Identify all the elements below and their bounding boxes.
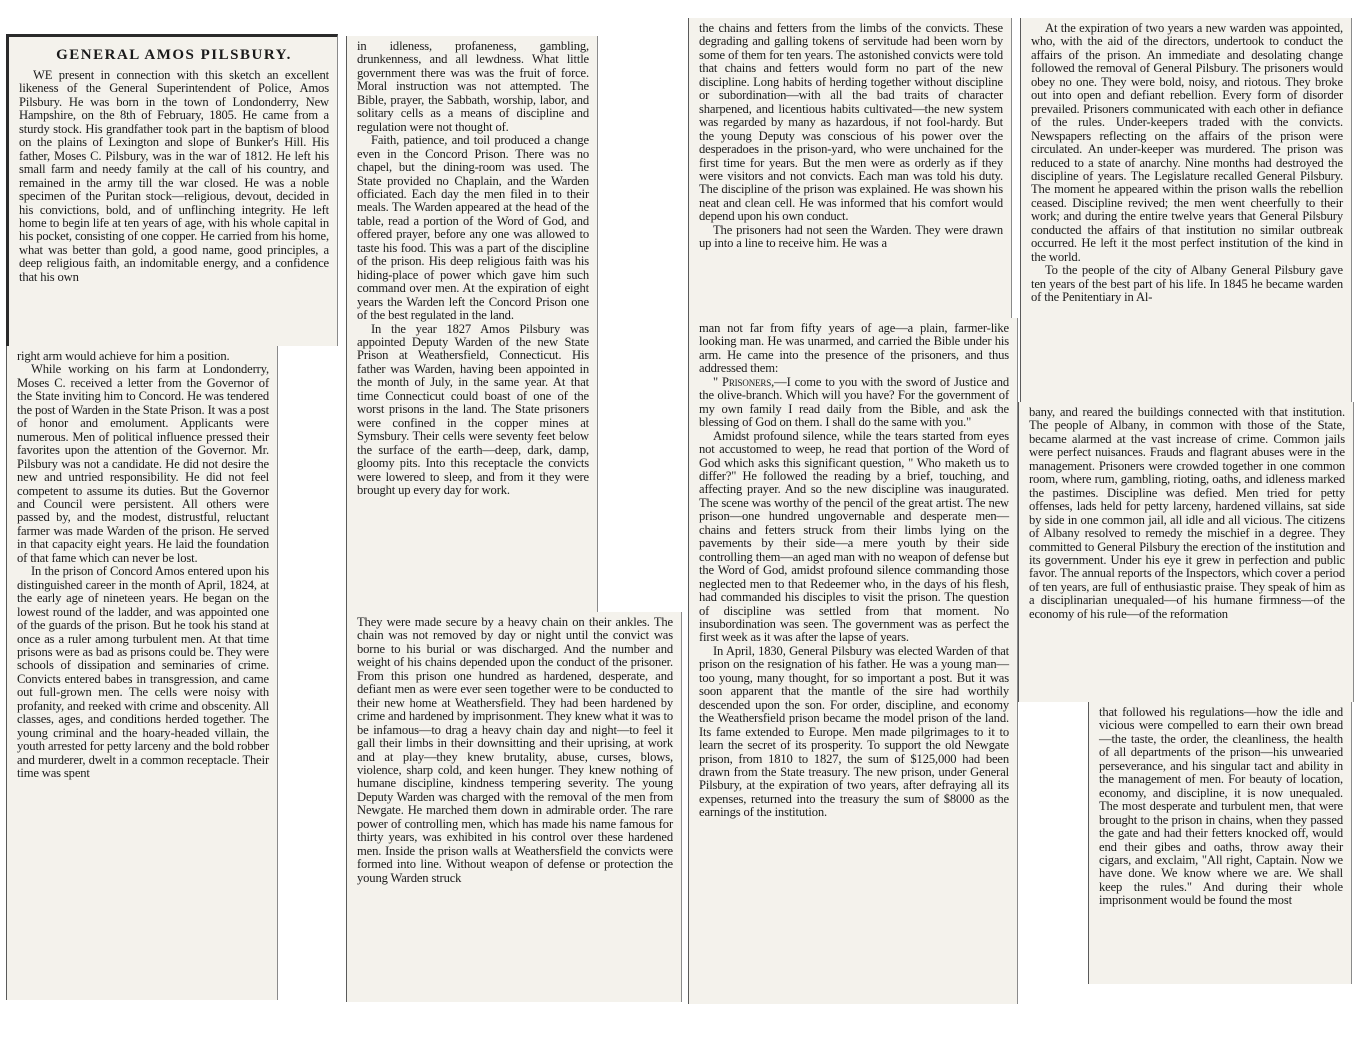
col3-paragraph-5: In April, 1830, General Pilsbury was elected Warden of that prison on the resignation of his father. He was a young man—too young, many thought, for so important a post. But it was soon apparent that the mantle of the sire had worthily descended upon the son. For order, discipline, and economy the Weathersfield prison became the model prison of the land. Its fame extended to Europe. Men made pilgrimages to it to learn the secret of its prosperity. To support the old Newgate prison, from 1810 to 1827, the sum of $125,000 had been drawn from the State treasury. The new prison, under General Pilsbury, at the expiration of two years, after defraying all its expenses, returned into the treasury the sum of $8000 as the earnings of the institution. xyxy=(699,643,1009,820)
col3-paragraph-2-tail: man not far from fifty years of age—a plain, farmer-like looking man. He was unarmed, and carried the Bible under his arm. He came into the presence of the prisoners, and thus addressed them: xyxy=(699,321,1009,376)
col2-paragraph-3-tail: They were made secure by a heavy chain on their ankles. The chain was not removed by day or night until the convict was borne to his burial or was discharged. And the number and weight of his chains depended upon the conduct of the prisoner. From this prison one hundred as hardened, desperate, and defiant men as were ever seen together were to be conducted to their new home at Weathersfield. They had been hardened by crime and hardened by imprisonment. They knew what it was to be infamous—to drag a heavy chain day and night—to feel it gall their limbs in their downsitting and their uprising, at work and at play—they knew brutality, abuse, curses, blows, violence, sharp cold, and keen hunger. They knew nothing of humane discipline, kindness tempering severity. The young Deputy Warden was charged with the removal of the men from Newgate. He marched them down in admirable order. The rare power of controlling men, which has made his name famous for thirty years, was exhibited in his control over these hardened men. Inside the prison walls at Weathersfield the convicts were formed into line. Without weapon of defense or protection the young Warden struck xyxy=(357,615,673,885)
article-title: GENERAL AMOS PILSBURY. xyxy=(56,47,292,63)
col3-paragraph-1: the chains and fetters from the limbs of the convicts. These degrading and galling tokens of servitude had been worn by some of them for ten years. The astonished convicts were told that chains and fetters would form no part of the new discipline. Long habits of herding together without discipline or subordination—with all the bad traits of character sharpened, and licentious habits cultivated—the new system was regarded by many as hazardous, if not fool-hardy. But the young Deputy was conscious of his power over the desperadoes in the prison-yard, who were unchained for the first time for years. But the men were as orderly as if they were visitors and not convicts. Each man was told his duty. The discipline of the prison was explained. He was shown his neat and clean cell. He was informed that his comfort would depend upon his own conduct. xyxy=(699,21,1003,224)
col4-paragraph-2-tail: bany, and reared the buildings connected with that institution. The people of Albany, in common with those of the State, became alarmed at the vast increase of crime. Common jails were perfect nuisances. Frauds and flagrant abuses were in the management. Prisoners were crowded together in one common room, where rum, gambling, rioting, oaths, and idleness marked the pastimes. Discipline was defied. Men tried for petty offenses, lads held for petty larceny, hardened villains, sat side by side in one common jail, all idle and all vicious. The citizens of Albany resolved to remedy the mischief in a degree. They committed to General Pilsbury the erection of the institution and its government. Under his eye it grew in perfection and public favor. The annual reports of the Inspectors, which cover a period of ten years, are full of enthusiastic praise. They speak of him as a disciplinarian unequaled—of his humane firmness—of the economy of his rule—of the reformation xyxy=(1029,405,1345,621)
col4-paragraph-3: that followed his regulations—how the idle and vicious were compelled to earn their own bread—the taste, the order, the cleanliness, the health of all departments of the prison—his unwearied perseverance, and his singular tact and ability in the management of men. For beauty of location, economy, and discipline, it is now unequaled. The most desperate and turbulent men, that were brought to the prison in chains, when they passed the gate and had their fetters knocked off, would end their gibes and oaths, throw away their cigars, and exclaim, "All right, Captain. Now we have done. We know where we are. We shall keep the rules." And during their whole imprisonment would be found the most xyxy=(1099,705,1343,908)
column-4-middle xyxy=(1018,402,1354,702)
col3-paragraph-3-text: —I come to you with the sword of Justice and the olive-branch. Which will you have? For the government of my own family I read daily from the Bible, and ask the blessing of God on them. I shall do the same with you." xyxy=(699,374,1009,430)
col4-paragraph-2: To the people of the city of Albany General Pilsbury gave ten years of the best part of his life. In 1845 he became warden of the Penitentiary in Al- xyxy=(1031,263,1343,305)
col3-paragraph-3 xyxy=(699,376,1009,430)
column-1-lower xyxy=(6,346,278,1000)
col3-paragraph-2: The prisoners had not seen the Warden. They were drawn up into a line to receive him. He was a xyxy=(699,222,1003,251)
column-2-lower xyxy=(346,612,682,1002)
col1-paragraph-3: In the prison of Concord Amos entered upon his distinguished career in the month of April, 1824, at the early age of nineteen years. He began on the lowest round of the ladder, and was appointed one of the guards of the prison. But he took his stand at once as a ruler among turbulent men. At that time prisons were as bad as prisons could be. They were schools of dissipation and seminaries of crime. Convicts entered babes in transgression, and came out full-grown men. The cells were noisy with profanity, and reeked with crime and obscenity. All classes, ages, and conditions herded together. The young criminal and the hoary-headed villain, the youth arrested for petty larceny and the bold robber and murderer, dwelt in a common receptacle. Their time was spent xyxy=(17,564,269,781)
col4-paragraph-1: At the expiration of two years a new warden was appointed, who, with the aid of the directors, undertook to conduct the affairs of the prison. An immediate and desolating change followed the removal of General Pilsbury. The prisoners would obey no one. They were bold, noisy, and riotous. They broke out into open and defiant rebellion. Every form of disorder prevailed. Prisoners communicated with each other in defiance of the rules. Under-keepers traded with the convicts. Newspapers reflecting on the affairs of the prison were circulated. An under-keeper was murdered. The prison was reduced to a state of anarchy. Nine months had destroyed the discipline of years. The Legislature recalled General Pilsbury. The moment he appeared within the prison walls the rebellion ceased. Discipline revived; the men went cheerfully to their work; and during the entire twelve years that General Pilsbury conducted the affairs of that institution no similar outbreak occurred. He left it the most perfect institution of the kind in the world. xyxy=(1031,21,1343,264)
col2-paragraph-1: in idleness, profaneness, gambling, drunkenness, and all lewdness. What little government there was was the fruit of force. Moral instruction was not attempted. The Bible, prayer, the Sabbath, worship, labor, and solitary cells as a means of discipline and regulation were not thought of. xyxy=(357,39,589,134)
column-4-lower xyxy=(1088,702,1352,984)
col1-paragraph-1-tail: right arm would achieve for him a position. xyxy=(17,349,230,363)
col2-paragraph-2: Faith, patience, and toil produced a change even in the Concord Prison. There was no chapel, but the dining-room was used. The State provided no Chaplain, and the Warden officiated. Each day the men filed in to their meals. The Warden appeared at the head of the table, read a portion of the Word of God, and offered prayer, before any one was allowed to taste his food. This was a part of the discipline of the prison. His deep religious faith was his hiding-place of power which gave him such command over men. At the expiration of eight years the Warden left the Concord Prison one of the best regulated in the land. xyxy=(357,133,589,323)
column-3-lower xyxy=(688,318,1018,1004)
column-1-upper xyxy=(6,34,338,346)
col2-paragraph-3: In the year 1827 Amos Pilsbury was appointed Deputy Warden of the new State Prison at Weathersfield, Connecticut. His father was Warden, having been appointed in the month of July, in the same year. At that time Connecticut could boast of one of the worst prisons in the land. The State prisoners were confined in the copper mines at Symsbury. Their cells were seventy feet below the surface of the earth—deep, dark, damp, gloomy pits. Into this receptacle the convicts were lowered to sleep, and from it they were brought up every day for work. xyxy=(357,321,589,497)
prisoners-salutation: " Prisoners, xyxy=(713,374,775,389)
column-4-upper xyxy=(1020,18,1352,402)
col1-paragraph-2: While working on his farm at Londonderry, Moses C. received a letter from the Governor of the State inviting him to Concord. He was tendered the post of Warden in the State Prison. It was a post of honor and emolument. Applicants were numerous. Men of political influence pressed their favorites upon the attention of the Governor. Mr. Pilsbury was not a candidate. He did not desire the new and untried responsibility. He did not feel competent to assume its duties. But the Governor and Council were persistent. All others were passed by, and the modest, distrustful, reluctant farmer was made Warden of the prison. He served in that capacity eight years. He laid the foundation of that fame which can never be lost. xyxy=(17,362,269,565)
column-3-upper xyxy=(688,18,1012,318)
col1-paragraph-1: WE present in connection with this sketch an excellent likeness of the General Superintendent of Police, Amos Pilsbury. He was born in the town of Londonderry, New Hampshire, on the 8th of February, 1805. He came from a sturdy stock. His grandfather took part in the baptism of blood on the plains of Lexington and slope of Bunker's Hill. His father, Moses C. Pilsbury, was in the war of 1812. He left his small farm and needy family at the call of his country, and remained in the army till the war closed. He was a noble specimen of the Puritan stock—religious, devout, decided in his convictions, bold, and of unflinching integrity. He left home to begin life at ten years of age, with his whole capital in his pocket, consisting of one copper. He carried from his home, what was better than gold, a good name, good principles, a deep religious faith, an indomitable energy, and a confidence that his own xyxy=(19,68,329,284)
col3-paragraph-4: Amidst profound silence, while the tears started from eyes not accustomed to weep, he read that portion of the Word of God which asks this significant question, " Who maketh us to differ?" He followed the reading by a brief, touching, and affecting prayer. And so the new discipline was inaugurated. The scene was worthy of the pencil of the great artist. The new prison—one hundred ungovernable and desperate men—chains and fetters struck from their limbs lying on the pavements by their side—a mere youth by their side controlling them—an aged man with no weapon of defense but the Word of God, amidst profound silence commanding those neglected men to that Redeemer who, in the days of his flesh, had commanded his disciples to visit the prison. The question of discipline was settled from that moment. No insubordination was seen. The government was as perfect the first week as it was after the lapse of years. xyxy=(699,428,1009,645)
column-2-upper xyxy=(346,36,598,612)
